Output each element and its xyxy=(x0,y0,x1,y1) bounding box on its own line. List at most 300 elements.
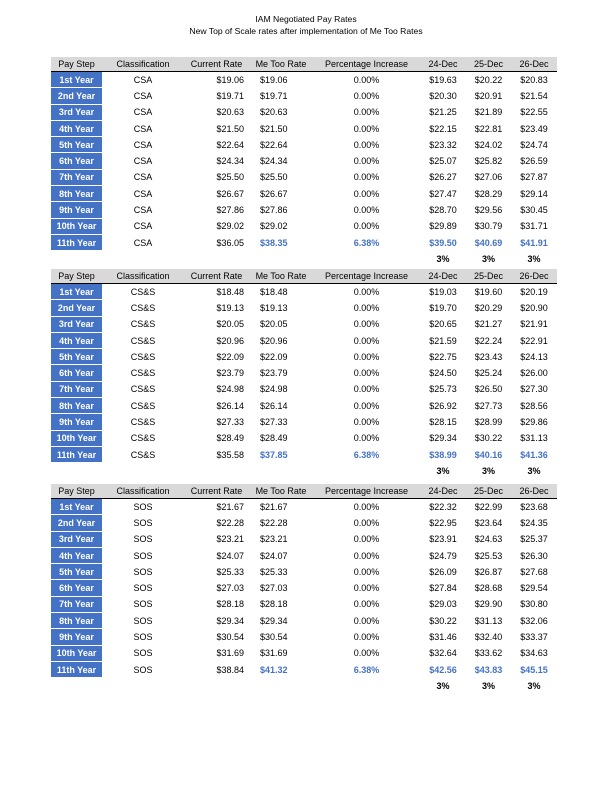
table-cell: $28.15 xyxy=(429,417,457,428)
column-header: 25-Dec xyxy=(466,269,511,284)
table-row xyxy=(51,564,557,580)
table-cell: 0.00% xyxy=(353,417,380,428)
table-cell: SOS xyxy=(133,583,153,594)
table-cell: $29.89 xyxy=(429,221,457,232)
table-cell: $29.90 xyxy=(474,599,503,610)
table-cell: $45.15 xyxy=(520,664,548,675)
table-cell: $19.06 xyxy=(260,74,288,85)
pay-step-cell: 4th Year xyxy=(51,120,102,136)
table-cell: SOS xyxy=(133,648,153,659)
table-cell: $30.79 xyxy=(474,221,503,232)
table-cell: 0.00% xyxy=(353,139,380,150)
table-cell: 0.00% xyxy=(353,400,380,411)
table-cell: $22.28 xyxy=(260,517,288,528)
table-cell: $23.21 xyxy=(260,534,288,545)
pay-step-cell: 5th Year xyxy=(51,564,102,580)
table-cell: $20.63 xyxy=(216,107,244,118)
table-cell: $22.81 xyxy=(474,123,503,134)
table-cell: $32.06 xyxy=(520,615,548,626)
page-subtitle: New Top of Scale rates after implementation of Me Too Rates xyxy=(189,26,423,36)
pay-step-cell: 5th Year xyxy=(51,349,102,365)
pay-step-cell: 3rd Year xyxy=(51,104,102,120)
annual-increase-cell: 3% xyxy=(481,680,495,691)
table-cell: $26.14 xyxy=(260,400,288,411)
table-row xyxy=(51,349,557,365)
table-cell: $30.80 xyxy=(520,599,548,610)
annual-increase-cell: 3% xyxy=(436,680,450,691)
pay-step-cell: 1st Year xyxy=(51,284,102,300)
column-header: Me Too Rate xyxy=(249,57,313,72)
table-cell: $21.27 xyxy=(474,319,503,330)
table-row xyxy=(51,120,557,136)
table-cell: $41.36 xyxy=(520,449,548,460)
table-cell: $27.03 xyxy=(216,583,244,594)
column-header: 26-Dec xyxy=(511,57,557,72)
pay-step-cell: 7th Year xyxy=(51,381,102,397)
annual-increase-cell: 3% xyxy=(527,465,541,476)
column-header: 24-Dec xyxy=(420,57,466,72)
annual-increase-cell: 3% xyxy=(481,465,495,476)
table-cell: $20.22 xyxy=(474,74,503,85)
table-cell: CS&S xyxy=(130,302,156,313)
table-cell: 0.00% xyxy=(353,107,380,118)
table-cell: $26.92 xyxy=(429,400,457,411)
pay-step-cell: 9th Year xyxy=(51,629,102,645)
table-row xyxy=(51,300,557,316)
table-cell: $25.33 xyxy=(216,566,244,577)
table-cell: 0.00% xyxy=(353,632,380,643)
table-row xyxy=(51,202,557,218)
table-cell: CSA xyxy=(133,90,153,101)
table-row xyxy=(51,499,557,515)
footer-spacer xyxy=(51,463,102,479)
table-cell: CSA xyxy=(133,188,153,199)
table-cell: 0.00% xyxy=(353,433,380,444)
table-cell: $21.89 xyxy=(474,107,503,118)
table-cell: $28.18 xyxy=(260,599,288,610)
table-row xyxy=(51,332,557,348)
table-row xyxy=(51,596,557,612)
pay-step-cell: 11th Year xyxy=(51,661,102,677)
header-row xyxy=(51,269,557,284)
table-row xyxy=(51,72,557,88)
table-row xyxy=(51,531,557,547)
table-cell: $21.54 xyxy=(520,90,548,101)
footer-spacer xyxy=(102,678,184,694)
table-cell: $20.29 xyxy=(474,302,503,313)
column-header: Classification xyxy=(102,57,184,72)
table-cell: $27.68 xyxy=(520,566,548,577)
table-cell: $21.67 xyxy=(260,501,288,512)
footer-spacer xyxy=(249,678,313,694)
table-cell: $24.79 xyxy=(429,550,457,561)
table-cell: $22.15 xyxy=(429,123,457,134)
table-cell: CSA xyxy=(133,172,153,183)
table-cell: 0.00% xyxy=(353,172,380,183)
table-cell: CS&S xyxy=(130,368,156,379)
table-row xyxy=(51,104,557,120)
table-cell: $22.55 xyxy=(520,107,548,118)
table-cell: 0.00% xyxy=(353,648,380,659)
table-cell: $20.83 xyxy=(520,74,548,85)
table-cell: $20.19 xyxy=(520,286,548,297)
pay-step-cell: 10th Year xyxy=(51,645,102,661)
table-cell: $20.96 xyxy=(260,335,288,346)
table-cell: CS&S xyxy=(130,335,156,346)
table-cell: $41.91 xyxy=(520,237,548,248)
increase-footer-row xyxy=(51,678,557,694)
footer-spacer xyxy=(313,678,420,694)
table-cell: $30.22 xyxy=(474,433,503,444)
table-cell: $23.32 xyxy=(429,139,457,150)
pay-step-cell: 10th Year xyxy=(51,430,102,446)
header-row xyxy=(51,57,557,72)
table-cell: $30.54 xyxy=(260,632,288,643)
table-cell: $19.71 xyxy=(216,90,244,101)
table-cell: $24.07 xyxy=(260,550,288,561)
table-cell: $26.09 xyxy=(429,566,457,577)
table-cell: $26.67 xyxy=(216,188,244,199)
table-cell: $22.24 xyxy=(474,335,503,346)
table-row xyxy=(51,186,557,202)
table-row xyxy=(51,153,557,169)
table-cell: $24.35 xyxy=(520,517,548,528)
table-cell: $28.49 xyxy=(260,433,288,444)
table-cell: SOS xyxy=(133,664,153,675)
table-cell: $26.50 xyxy=(474,384,503,395)
table-cell: 6.38% xyxy=(353,237,380,248)
column-header: Current Rate xyxy=(184,484,249,499)
table-cell: $31.46 xyxy=(429,632,457,643)
table-cell: 0.00% xyxy=(353,599,380,610)
table-cell: 0.00% xyxy=(353,517,380,528)
table-cell: CS&S xyxy=(130,433,156,444)
table-cell: $38.99 xyxy=(429,449,457,460)
table-cell: 0.00% xyxy=(353,566,380,577)
table-cell: 0.00% xyxy=(353,615,380,626)
table-cell: $28.29 xyxy=(474,188,503,199)
column-header: Current Rate xyxy=(184,57,249,72)
pay-step-cell: 9th Year xyxy=(51,414,102,430)
pay-step-cell: 7th Year xyxy=(51,169,102,185)
column-header: Percentage Increase xyxy=(313,269,420,284)
table-cell: $33.37 xyxy=(520,632,548,643)
table-cell: $24.02 xyxy=(474,139,503,150)
document-header xyxy=(0,13,612,37)
table-cell: $22.64 xyxy=(216,139,244,150)
table-cell: $22.91 xyxy=(520,335,548,346)
table-cell: CSA xyxy=(133,237,153,248)
table-row xyxy=(51,365,557,381)
table-cell: $25.50 xyxy=(216,172,244,183)
table-cell: SOS xyxy=(133,501,153,512)
table-row xyxy=(51,645,557,661)
table-cell: 0.00% xyxy=(353,221,380,232)
footer-spacer xyxy=(184,678,249,694)
table-cell: 0.00% xyxy=(353,90,380,101)
table-cell: $22.28 xyxy=(216,517,244,528)
table-cell: 0.00% xyxy=(353,501,380,512)
table-cell: 0.00% xyxy=(353,319,380,330)
table-cell: $27.87 xyxy=(520,172,548,183)
table-cell: $25.73 xyxy=(429,384,457,395)
table-cell: CS&S xyxy=(130,449,156,460)
pay-step-cell: 1st Year xyxy=(51,72,102,88)
annual-increase-cell: 3% xyxy=(436,253,450,264)
pay-step-cell: 2nd Year xyxy=(51,88,102,104)
table-cell: SOS xyxy=(133,632,153,643)
table-cell: $25.53 xyxy=(474,550,503,561)
table-row xyxy=(51,398,557,414)
pay-step-cell: 8th Year xyxy=(51,186,102,202)
column-header: Classification xyxy=(102,484,184,499)
table-row xyxy=(51,580,557,596)
table-cell: $30.54 xyxy=(216,632,244,643)
table-cell: 0.00% xyxy=(353,123,380,134)
table-row xyxy=(51,316,557,332)
table-cell: CSA xyxy=(133,139,153,150)
pay-step-cell: 6th Year xyxy=(51,153,102,169)
pay-step-cell: 2nd Year xyxy=(51,515,102,531)
footer-spacer xyxy=(249,463,313,479)
pay-step-cell: 7th Year xyxy=(51,596,102,612)
table-cell: $31.71 xyxy=(520,221,548,232)
table-cell: $25.37 xyxy=(520,534,548,545)
annual-increase-cell: 3% xyxy=(436,465,450,476)
table-cell: $24.34 xyxy=(216,156,244,167)
column-header: Me Too Rate xyxy=(249,269,313,284)
footer-spacer xyxy=(102,463,184,479)
table-cell: $27.86 xyxy=(260,205,288,216)
table-cell: $22.75 xyxy=(429,351,457,362)
table-cell: $31.13 xyxy=(474,615,503,626)
table-row xyxy=(51,414,557,430)
table-cell: CSA xyxy=(133,123,153,134)
footer-spacer xyxy=(102,251,184,267)
table-cell: $19.70 xyxy=(429,302,457,313)
table-cell: $39.50 xyxy=(429,237,457,248)
header-row xyxy=(51,484,557,499)
table-cell: CSA xyxy=(133,156,153,167)
table-cell: $19.63 xyxy=(429,74,457,85)
table-cell: 0.00% xyxy=(353,302,380,313)
table-cell: $27.84 xyxy=(429,583,457,594)
table-cell: $21.91 xyxy=(520,319,548,330)
table-cell: 6.38% xyxy=(353,664,380,675)
column-header: Pay Step xyxy=(51,269,102,284)
table-cell: $20.30 xyxy=(429,90,457,101)
table-row xyxy=(51,613,557,629)
table-cell: $24.13 xyxy=(520,351,548,362)
table-cell: 0.00% xyxy=(353,583,380,594)
table-cell: $28.49 xyxy=(216,433,244,444)
table-cell: $28.68 xyxy=(474,583,503,594)
column-header: 25-Dec xyxy=(466,484,511,499)
table-cell: 0.00% xyxy=(353,550,380,561)
footer-spacer xyxy=(313,251,420,267)
table-cell: $26.27 xyxy=(429,172,457,183)
pay-step-cell: 9th Year xyxy=(51,202,102,218)
table-cell: 0.00% xyxy=(353,534,380,545)
increase-footer-row xyxy=(51,463,557,479)
table-cell: $27.33 xyxy=(260,417,288,428)
table-cell: $41.32 xyxy=(260,664,288,675)
table-cell: $31.69 xyxy=(260,648,288,659)
table-cell: $26.30 xyxy=(520,550,548,561)
table-cell: $29.56 xyxy=(474,205,503,216)
table-cell: CSA xyxy=(133,221,153,232)
table-cell: 0.00% xyxy=(353,368,380,379)
table-cell: $31.69 xyxy=(216,648,244,659)
table-cell: $27.06 xyxy=(474,172,503,183)
column-header: Me Too Rate xyxy=(249,484,313,499)
table-cell: $21.50 xyxy=(260,123,288,134)
column-header: Pay Step xyxy=(51,57,102,72)
table-cell: $28.56 xyxy=(520,400,548,411)
table-cell: SOS xyxy=(133,517,153,528)
footer-spacer xyxy=(184,251,249,267)
column-header: Classification xyxy=(102,269,184,284)
table-cell: $36.05 xyxy=(216,237,244,248)
table-cell: $26.87 xyxy=(474,566,503,577)
pay-step-cell: 3rd Year xyxy=(51,531,102,547)
table-cell: $19.71 xyxy=(260,90,288,101)
pay-step-cell: 6th Year xyxy=(51,365,102,381)
increase-footer-row xyxy=(51,251,557,267)
table-row xyxy=(51,430,557,446)
table-cell: $42.56 xyxy=(429,664,457,675)
table-cell: $22.99 xyxy=(474,501,503,512)
table-cell: CS&S xyxy=(130,286,156,297)
table-cell: $26.00 xyxy=(520,368,548,379)
table-cell: SOS xyxy=(133,566,153,577)
table-cell: $22.64 xyxy=(260,139,288,150)
table-cell: SOS xyxy=(133,615,153,626)
table-cell: $22.95 xyxy=(429,517,457,528)
table-cell: $22.09 xyxy=(216,351,244,362)
table-row xyxy=(51,381,557,397)
pay-rate-table xyxy=(51,484,557,693)
table-cell: 6.38% xyxy=(353,449,380,460)
table-cell: $24.74 xyxy=(520,139,548,150)
table-cell: 0.00% xyxy=(353,286,380,297)
table-cell: $25.24 xyxy=(474,368,503,379)
table-cell: $38.84 xyxy=(216,664,244,675)
annual-increase-cell: 3% xyxy=(527,253,541,264)
table-cell: $18.48 xyxy=(216,286,244,297)
table-cell: $24.63 xyxy=(474,534,503,545)
table-row xyxy=(51,169,557,185)
table-cell: $20.90 xyxy=(520,302,548,313)
table-cell: $26.14 xyxy=(216,400,244,411)
table-cell: 0.00% xyxy=(353,188,380,199)
table-cell: $23.79 xyxy=(260,368,288,379)
table-cell: CS&S xyxy=(130,400,156,411)
table-cell: $29.34 xyxy=(260,615,288,626)
table-row xyxy=(51,234,557,250)
table-cell: $20.63 xyxy=(260,107,288,118)
table-cell: $21.67 xyxy=(216,501,244,512)
annual-increase-cell: 3% xyxy=(481,253,495,264)
table-cell: $24.34 xyxy=(260,156,288,167)
table-cell: CS&S xyxy=(130,351,156,362)
table-cell: $32.40 xyxy=(474,632,503,643)
table-cell: $21.59 xyxy=(429,335,457,346)
table-cell: $29.03 xyxy=(429,599,457,610)
table-cell: $31.13 xyxy=(520,433,548,444)
table-cell: $24.98 xyxy=(216,384,244,395)
table-cell: $22.09 xyxy=(260,351,288,362)
table-cell: $28.18 xyxy=(216,599,244,610)
pay-rate-table xyxy=(51,57,557,266)
annual-increase-cell: 3% xyxy=(527,680,541,691)
table-cell: $40.69 xyxy=(474,237,503,248)
table-cell: $26.59 xyxy=(520,156,548,167)
pay-step-cell: 6th Year xyxy=(51,580,102,596)
footer-spacer xyxy=(51,251,102,267)
pay-step-cell: 2nd Year xyxy=(51,300,102,316)
table-cell: $24.98 xyxy=(260,384,288,395)
table-cell: $23.43 xyxy=(474,351,503,362)
table-cell: $24.07 xyxy=(216,550,244,561)
table-cell: $27.33 xyxy=(216,417,244,428)
table-cell: $29.54 xyxy=(520,583,548,594)
table-cell: CSA xyxy=(133,107,153,118)
pay-step-cell: 10th Year xyxy=(51,218,102,234)
table-row xyxy=(51,137,557,153)
table-cell: $29.02 xyxy=(260,221,288,232)
table-cell: $29.34 xyxy=(429,433,457,444)
column-header: Pay Step xyxy=(51,484,102,499)
table-cell: $26.67 xyxy=(260,188,288,199)
table-cell: $25.82 xyxy=(474,156,503,167)
table-cell: $23.21 xyxy=(216,534,244,545)
table-row xyxy=(51,547,557,563)
footer-spacer xyxy=(313,463,420,479)
table-cell: $18.48 xyxy=(260,286,288,297)
column-header: Current Rate xyxy=(184,269,249,284)
pay-step-cell: 4th Year xyxy=(51,547,102,563)
table-cell: $23.49 xyxy=(520,123,548,134)
pay-rate-table xyxy=(51,269,557,478)
table-cell: $20.65 xyxy=(429,319,457,330)
table-row xyxy=(51,515,557,531)
table-cell: $32.64 xyxy=(429,648,457,659)
footer-spacer xyxy=(51,678,102,694)
table-cell: SOS xyxy=(133,599,153,610)
table-cell: 0.00% xyxy=(353,74,380,85)
table-cell: $40.16 xyxy=(474,449,503,460)
table-cell: $29.14 xyxy=(520,188,548,199)
footer-spacer xyxy=(249,251,313,267)
table-cell: SOS xyxy=(133,550,153,561)
table-row xyxy=(51,446,557,462)
pay-step-cell: 8th Year xyxy=(51,613,102,629)
table-cell: $20.05 xyxy=(216,319,244,330)
table-cell: CSA xyxy=(133,205,153,216)
pay-step-cell: 11th Year xyxy=(51,446,102,462)
column-header: 24-Dec xyxy=(420,269,466,284)
table-row xyxy=(51,661,557,677)
table-cell: $27.73 xyxy=(474,400,503,411)
table-cell: $37.85 xyxy=(260,449,288,460)
table-cell: 0.00% xyxy=(353,156,380,167)
column-header: 24-Dec xyxy=(420,484,466,499)
column-header: 25-Dec xyxy=(466,57,511,72)
table-cell: $25.07 xyxy=(429,156,457,167)
table-cell: CSA xyxy=(133,74,153,85)
table-cell: 0.00% xyxy=(353,335,380,346)
